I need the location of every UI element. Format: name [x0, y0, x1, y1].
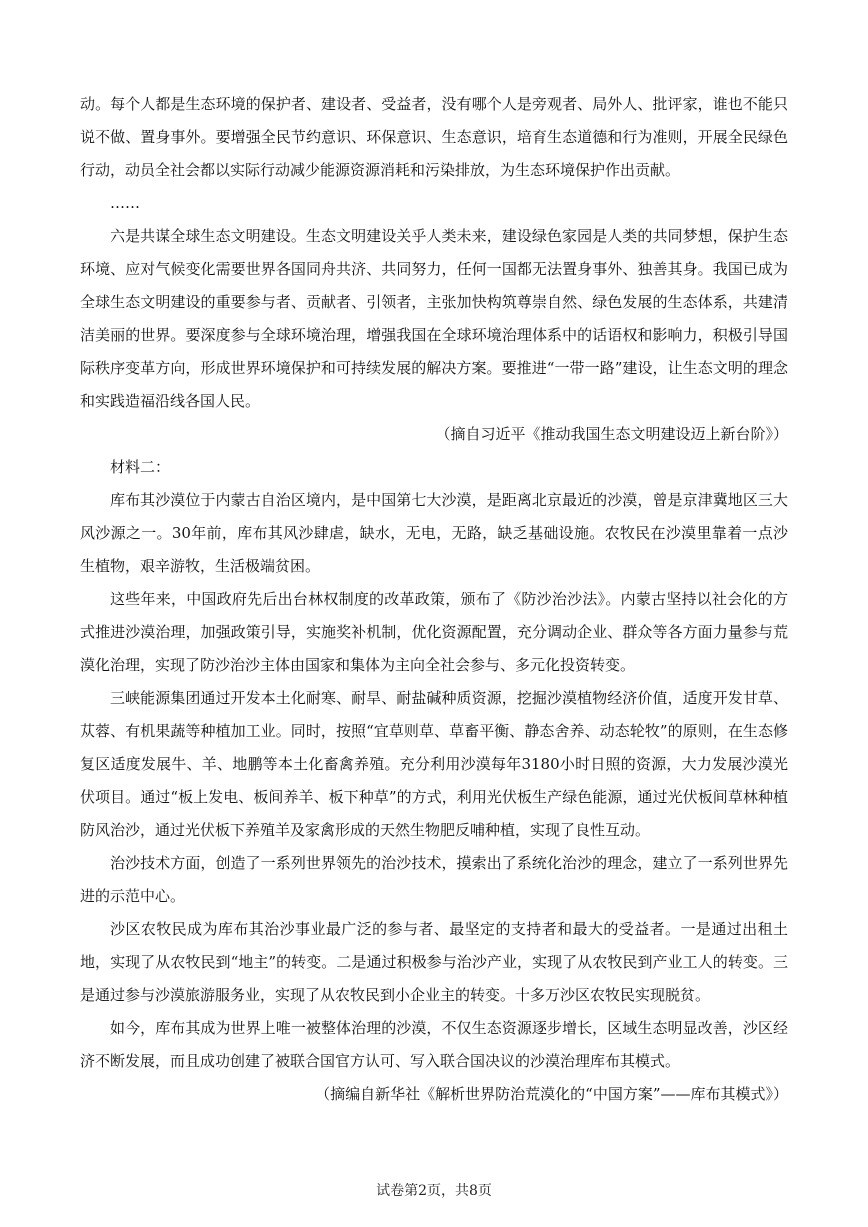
source-citation-1: （摘自习近平《推动我国生态文明建设迈上新台阶》） [435, 425, 788, 443]
paragraph-policy: 这些年来，中国政府先后出台林权制度的改革政策，颁布了《防沙治沙法》。内蒙古坚持以社会化的方式推进沙漠治理，加强政策引导，实施奖补机制，优化资源配置，充分调动企业、群众等各方面力量参与荒漠化治理，实现了防沙治沙主体由国家和集体为主向全社会参与、多元化投资转变。 [80, 590, 788, 674]
paragraph-technology: 治沙技术方面，创造了一系列世界领先的治沙技术，摸索出了系统化治沙的理念，建立了一系列世界先进的示范中心。 [80, 854, 788, 905]
page-footer: 试卷第2页，共8页 [376, 1183, 492, 1199]
paragraph-kubuqi-intro: 库布其沙漠位于内蒙古自治区境内，是中国第七大沙漠，是距离北京最近的沙漠，曾是京津冀地区三大风沙源之一。30年前，库布其风沙肆虐，缺水，无电，无路，缺乏基础设施。农牧民在沙漠里靠着一点沙生植物，艰辛游牧，生活极端贫困。 [80, 491, 788, 575]
source-citation-2: （摘编自新华社《解析世界防治荒漠化的“中国方案”——库布其模式》） [315, 1085, 788, 1103]
paragraph-today: 如今，库布其成为世界上唯一被整体治理的沙漠，不仅生态资源逐步增长，区域生态明显改善，沙区经济不断发展，而且成功创建了被联合国官方认可、写入联合国决议的沙漠治理库布其模式。 [80, 1019, 788, 1070]
paragraph-farmers: 沙区农牧民成为库布其治沙事业最广泛的参与者、最坚定的支持者和最大的受益者。一是通过出租土地，实现了从农牧民到“地主”的转变。二是通过积极参与治沙产业，实现了从农牧民到产业工人的转变。三是通过参与沙漠旅游服务业，实现了从农牧民到小企业主的转变。十多万沙区农牧民实现脱贫。 [80, 920, 788, 1004]
paragraph-global-eco-civilization: 六是共谋全球生态文明建设。生态文明建设关乎人类未来，建设绿色家园是人类的共同梦想，保护生态环境、应对气候变化需要世界各国同舟共济、共同努力，任何一国都无法置身事外、独善其身。我国已成为全球生态文明建设的重要参与者、贡献者、引领者，主张加快构筑尊崇自然、绿色发展的生态体系，共建清洁美丽的世界。要深度参与全球环境治理，增强我国在全球环境治理体系中的话语权和影响力，积极引导国际秩序变革方向，形成世界环境保护和可持续发展的解决方案。要推进“一带一路”建设，让生态文明的理念和实践造福沿线各国人民。 [80, 227, 788, 410]
paragraph-three-gorges: 三峡能源集团通过开发本土化耐寒、耐旱、耐盐碱种质资源，挖掘沙漠植物经济价值，适度开发甘草、苁蓉、有机果蔬等种植加工业。同时，按照“宜草则草、草畜平衡、静态舍养、动态轮牧”的原则，在生态修复区适度发展牛、羊、地鹏等本土化畜禽养殖。充分利用沙漠每年3180小时日照的资源，大力发展沙漠光伏项目。通过“板上发电、板间养羊、板下种草”的方式，利用光伏板生产绿色能源，通过光伏板间草林种植防风治沙，通过光伏板下养殖羊及家禽形成的天然生物肥反哺种植，实现了良性互动。 [80, 689, 788, 839]
material-two-heading: 材料二： [110, 458, 171, 476]
paragraph-continuation: 动。每个人都是生态环境的保护者、建设者、受益者，没有哪个人是旁观者、局外人、批评家，谁也不能只说不做、置身事外。要增强全民节约意识、环保意识、生态意识，培育生态道德和行为准则，开展全民绿色行动，动员全社会都以实际行动减少能源资源消耗和污染排放，为生态环境保护作出贡献。 [80, 95, 788, 179]
ellipsis: …… [110, 194, 140, 212]
page-body [80, 88, 788, 1111]
